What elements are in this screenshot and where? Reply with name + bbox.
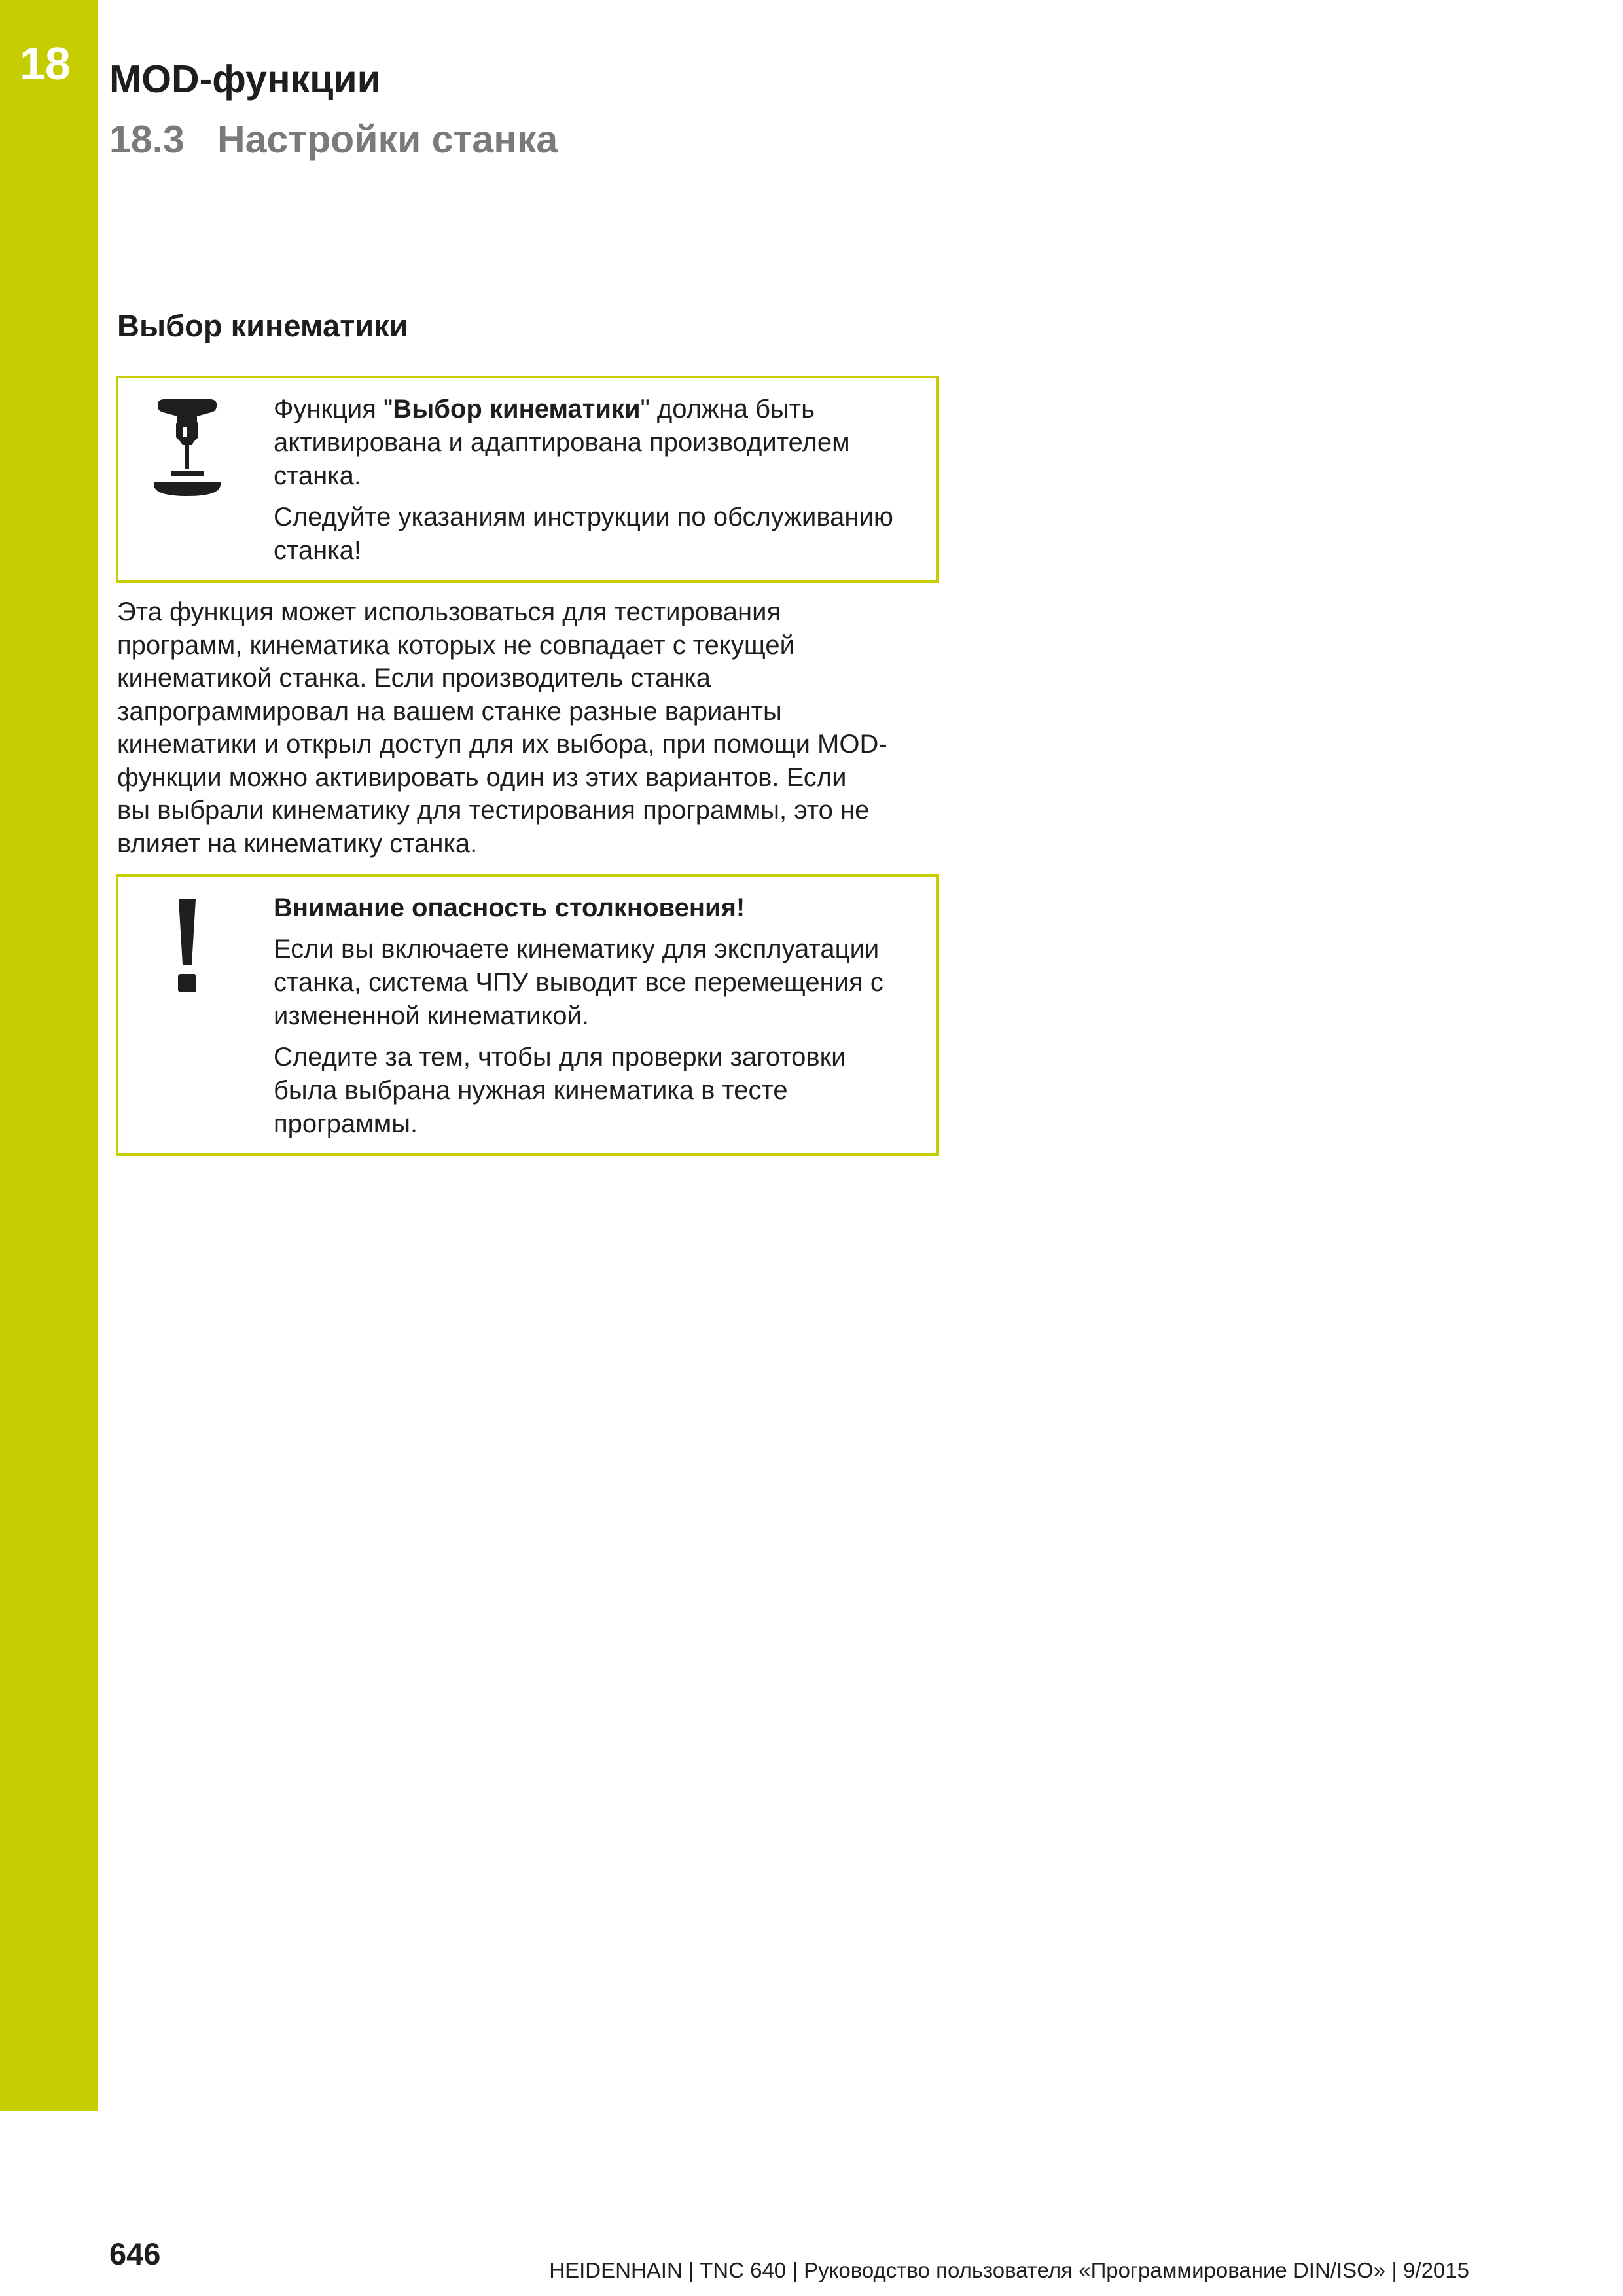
machine-note-text	[274, 393, 928, 575]
warning-note-para1-line-3: измененной кинематикой.	[274, 1001, 590, 1030]
section-title	[109, 118, 558, 162]
warning-note-box	[116, 874, 939, 1156]
machine-note-function-name: Выбор кинематики	[393, 395, 641, 423]
machine-note-paragraph-1	[274, 393, 928, 493]
machine-note-para2-line-2: станка!	[274, 536, 361, 565]
warning-note-para1-line-2: станка, система ЧПУ выводит все перемещения с	[274, 968, 883, 997]
machine-note-suffix: " должна быть	[640, 395, 815, 423]
warning-note-para2-line-1: Следите за тем, чтобы для проверки заготовки	[274, 1043, 846, 1071]
chapter-number: 18	[20, 38, 71, 89]
body-line: влияет на кинематику станка.	[117, 829, 478, 858]
body-paragraph	[117, 596, 948, 860]
warning-note-paragraph-2	[274, 1041, 928, 1141]
warning-note-text	[274, 891, 928, 1149]
body-line: кинематики и открыл доступ для их выбора, при помощи MOD-	[117, 730, 887, 759]
body-line: программ, кинематика которых не совпадает с текущей	[117, 630, 794, 660]
chapter-title: MOD-функции	[109, 58, 381, 101]
subsection-heading: Выбор кинематики	[117, 308, 408, 343]
warning-note-paragraph-1	[274, 933, 928, 1033]
body-line: Эта функция может использоваться для тестирования	[117, 598, 781, 626]
footer-text: HEIDENHAIN | TNC 640 | Руководство пользователя «Программирование DIN/ISO» | 9/2015	[549, 2258, 1469, 2282]
warning-note-para2-line-3: программы.	[274, 1109, 418, 1138]
machine-note-line-2: активирована и адаптирована производителем	[274, 428, 850, 457]
machine-note-prefix: Функция "	[274, 395, 393, 423]
machine-spindle-icon	[151, 398, 223, 503]
machine-note-para2-line-1: Следуйте указаниям инструкции по обслуживанию	[274, 503, 893, 531]
warning-note-title: Внимание опасность столкновения!	[274, 893, 745, 922]
warning-note-para1-line-1: Если вы включаете кинематику для эксплуатации	[274, 935, 880, 963]
machine-note-box	[116, 376, 939, 583]
chapter-side-bar	[0, 0, 98, 2111]
body-line: кинематикой станка. Если производитель станка	[117, 664, 711, 692]
warning-note-para2-line-2: была выбрана нужная кинематика в тесте	[274, 1076, 788, 1105]
page-number: 646	[109, 2236, 161, 2271]
body-line: вы выбрали кинематику для тестирования программы, это не	[117, 796, 870, 825]
body-line: функции можно активировать один из этих вариантов. Если	[117, 762, 847, 792]
exclamation-icon	[151, 897, 223, 1001]
section-title-text: Настройки станка	[217, 118, 558, 161]
section-number: 18.3	[109, 118, 185, 161]
machine-note-line-3: станка.	[274, 461, 361, 490]
machine-note-paragraph-2	[274, 501, 928, 567]
body-line: запрограммировал на вашем станке разные варианты	[117, 696, 782, 726]
